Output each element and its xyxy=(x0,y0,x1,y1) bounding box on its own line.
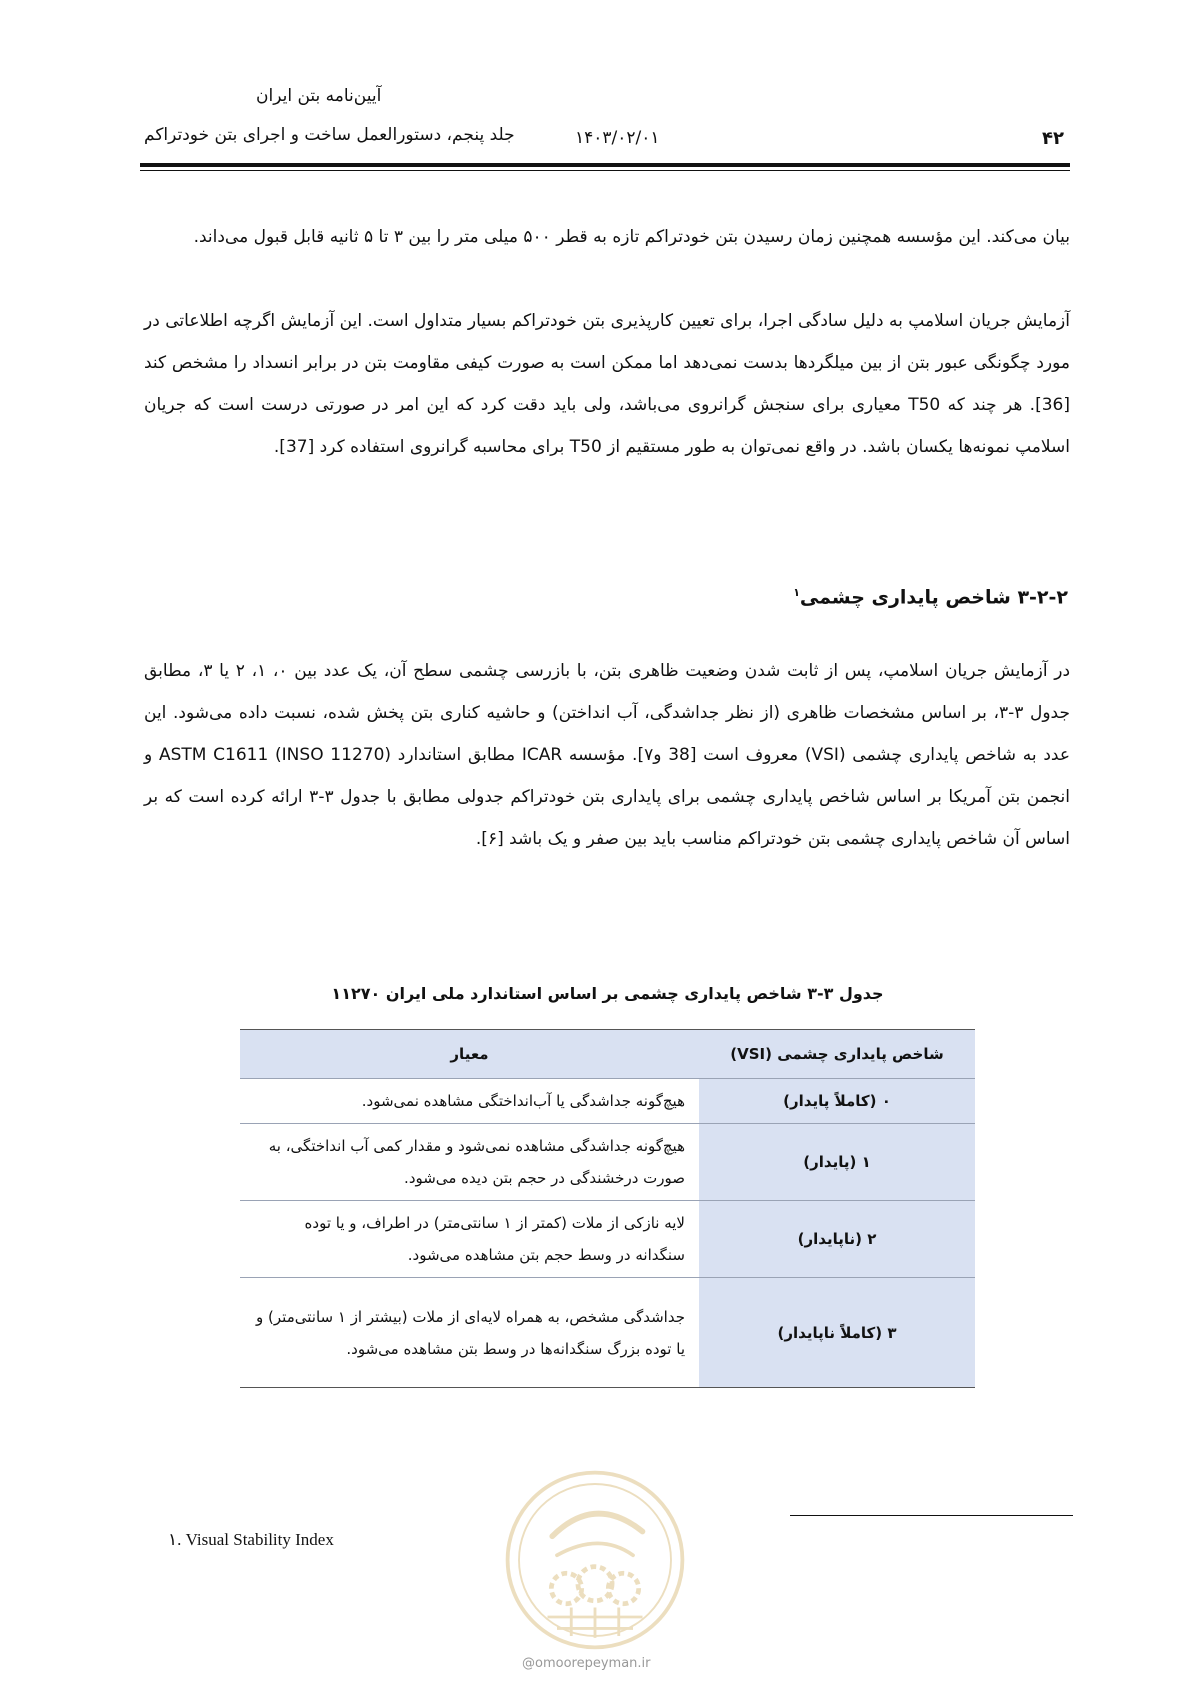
footnote-mark: ۱ xyxy=(793,586,800,599)
cell-index: ۱ (پایدار) xyxy=(699,1124,975,1201)
header-index: شاخص پایداری چشمی (VSI) xyxy=(699,1030,975,1079)
page-number: ۴۲ xyxy=(1042,128,1064,149)
watermark-logo-icon xyxy=(500,1465,690,1655)
watermark-url: @omoorepeyman.ir xyxy=(522,1656,651,1671)
section-heading xyxy=(793,586,1068,608)
paragraph-1: بیان می‌کند. این مؤسسه همچنین زمان رسیدن بتن خودتراکم تازه به قطر ۵۰۰ میلی متر را بین ۳ تا ۵ ثانیه قابل قبول می‌داند. xyxy=(193,227,1070,247)
volume-title: جلد پنجم، دستورالعمل ساخت و اجرای بتن خودتراکم xyxy=(144,125,515,145)
table-row xyxy=(240,1201,975,1278)
header-date: ۱۴۰۳/۰۲/۰۱ xyxy=(575,128,660,148)
footnote: ۱. Visual Stability Index xyxy=(168,1530,334,1549)
table-row xyxy=(240,1124,975,1201)
vsi-table xyxy=(240,1029,975,1388)
header-rule-thick xyxy=(140,163,1070,167)
section-heading-text: ۳-۲-۲ شاخص پایداری چشمی xyxy=(799,586,1068,609)
cell-index: ۲ (ناپایدار) xyxy=(699,1201,975,1278)
cell-criterion: هیچ‌گونه جداشدگی یا آب‌انداختگی مشاهده نمی‌شود. xyxy=(240,1079,699,1124)
cell-criterion: جداشدگی مشخص، به همراه لایه‌ای از ملات (بیشتر از ۱ سانتی‌متر) و یا توده بزرگ سنگدانه‌ها در وسط بتن مشاهده می‌شود. xyxy=(240,1278,699,1388)
book-title: آیین‌نامه بتن ایران xyxy=(256,86,382,106)
cell-index: ۳ (کاملاً ناپایدار) xyxy=(699,1278,975,1388)
paragraph-2: آزمایش جریان اسلامپ به دلیل سادگی اجرا، برای تعیین کارپذیری بتن خودتراکم بسیار متداول است. این آزمایش اگرچه اطلاعاتی در مورد چگونگی عبور بتن از بین میلگردها بدست نمی‌دهد اما ممکن است به صورت کیفی مقاومت بتن در برابر انسداد را مشخص کند [36]. هر چند که T50 معیاری برای سنجش گرانروی می‌باشد، ولی باید دقت کرد که این امر در صورتی درست است که جریان اسلامپ نمونه‌ها یکسان باشد. در واقع نمی‌توان به طور مستقیم از T50 برای محاسبه گرانروی استفاده کرد [37]. xyxy=(144,311,1070,457)
paragraph-3: در آزمایش جریان اسلامپ، پس از ثابت شدن وضعیت ظاهری بتن، با بازرسی چشمی سطح آن، یک عدد بین ۰، ۱، ۲ یا ۳، مطابق جدول ۳-۳، بر اساس مشخصات ظاهری (از نظر جداشدگی، آب انداختن) و حاشیه کناری بتن پخش شده، نسبت داده می‌شود. این عدد به شاخص پایداری چشمی (VSI) معروف است [38 و۷]. مؤسسه ICAR مطابق استاندارد ASTM C1611 (INSO 11270) و انجمن بتن آمریکا بر اساس شاخص پایداری چشمی برای پایداری بتن خودتراکم جدولی مطابق با جدول ۳-۳ ارائه کرده است که بر اساس آن شاخص پایداری چشمی بتن خودتراکم مناسب باید بین صفر و یک باشد [۶]. xyxy=(144,661,1071,849)
header-criterion: معیار xyxy=(240,1030,699,1079)
header-rule-thin xyxy=(140,170,1070,171)
table-caption: جدول ۳-۳ شاخص پایداری چشمی بر اساس استاندارد ملی ایران ۱۱۲۷۰ xyxy=(331,984,884,1003)
cell-criterion: لایه نازکی از ملات (کمتر از ۱ سانتی‌متر) در اطراف، و یا توده سنگدانه در وسط حجم بتن مشاهده می‌شود. xyxy=(240,1201,699,1278)
cell-index: ۰ (کاملاً پایدار) xyxy=(699,1079,975,1124)
footnote-rule xyxy=(790,1515,1073,1516)
table-row xyxy=(240,1079,975,1124)
table-row xyxy=(240,1278,975,1388)
table-header-row xyxy=(240,1030,975,1079)
cell-criterion: هیچ‌گونه جداشدگی مشاهده نمی‌شود و مقدار کمی آب انداختگی، به صورت درخشندگی در حجم بتن دیده می‌شود. xyxy=(240,1124,699,1201)
